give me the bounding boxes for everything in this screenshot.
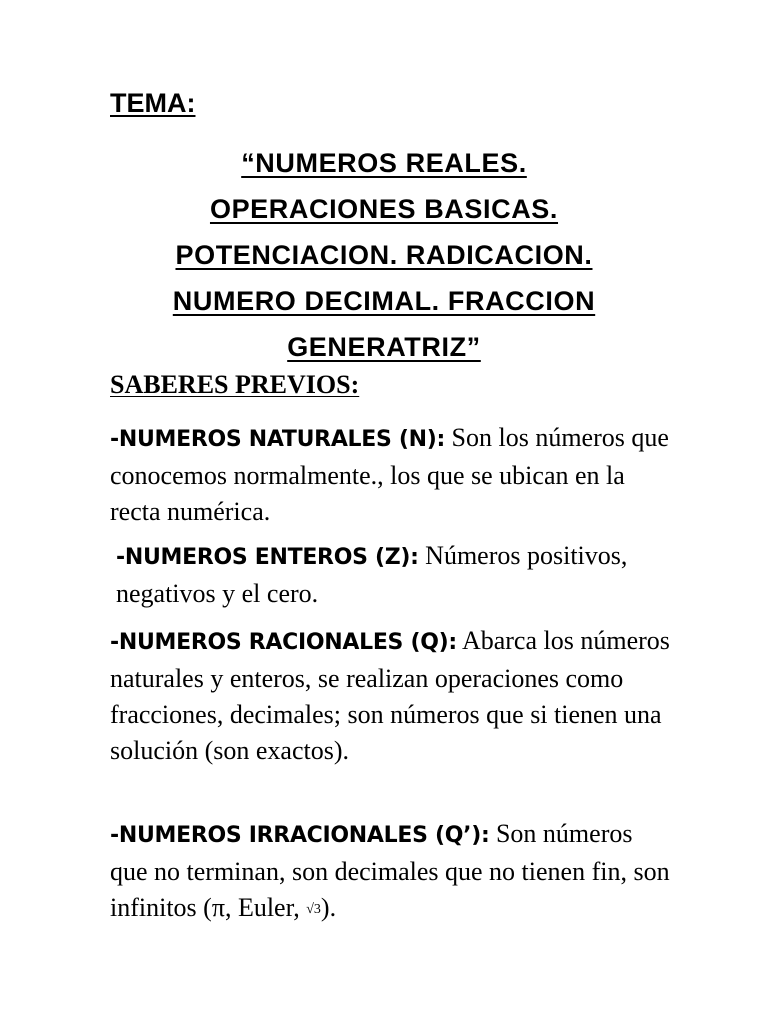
definition-enteros: [116, 538, 676, 612]
definition-term: -NUMEROS IRRACIONALES (Q’):: [110, 823, 490, 848]
title-line: GENERATRIZ”: [287, 332, 481, 362]
definition-irracionales: [110, 816, 670, 928]
section-title: SABERES PREVIOS:: [110, 370, 360, 399]
definition-suffix: ).: [320, 893, 337, 922]
definition-text: Abarca los números naturales y enteros, se realizan operaciones como fracciones, decimales; son números que si tienen una solución (son exactos).: [110, 626, 670, 765]
definition-term: -NUMEROS RACIONALES (Q):: [110, 630, 457, 655]
definition-term: -NUMEROS ENTEROS (Z):: [116, 545, 419, 570]
definition-text: Son números que no terminan, son decimales que no tienen fin, son infinitos (π, Euler,: [110, 819, 670, 922]
definition-text: Números positivos, negativos y el cero.: [116, 541, 628, 608]
definition-naturales: [110, 420, 670, 530]
topic-title: [110, 140, 658, 370]
square-root-symbol: √3: [306, 902, 321, 917]
title-line: POTENCIACION. RADICACION.: [175, 240, 593, 270]
definition-text: Son los números que conocemos normalmente., los que se ubican en la recta numérica.: [110, 423, 669, 526]
definition-racionales: [110, 623, 670, 769]
tema-label: TEMA:: [110, 88, 196, 118]
definition-term: -NUMEROS NATURALES (N):: [110, 427, 446, 452]
title-line: OPERACIONES BASICAS.: [209, 194, 559, 224]
title-line: NUMERO DECIMAL. FRACCION: [172, 286, 596, 316]
title-line: “NUMEROS REALES.: [241, 148, 527, 178]
